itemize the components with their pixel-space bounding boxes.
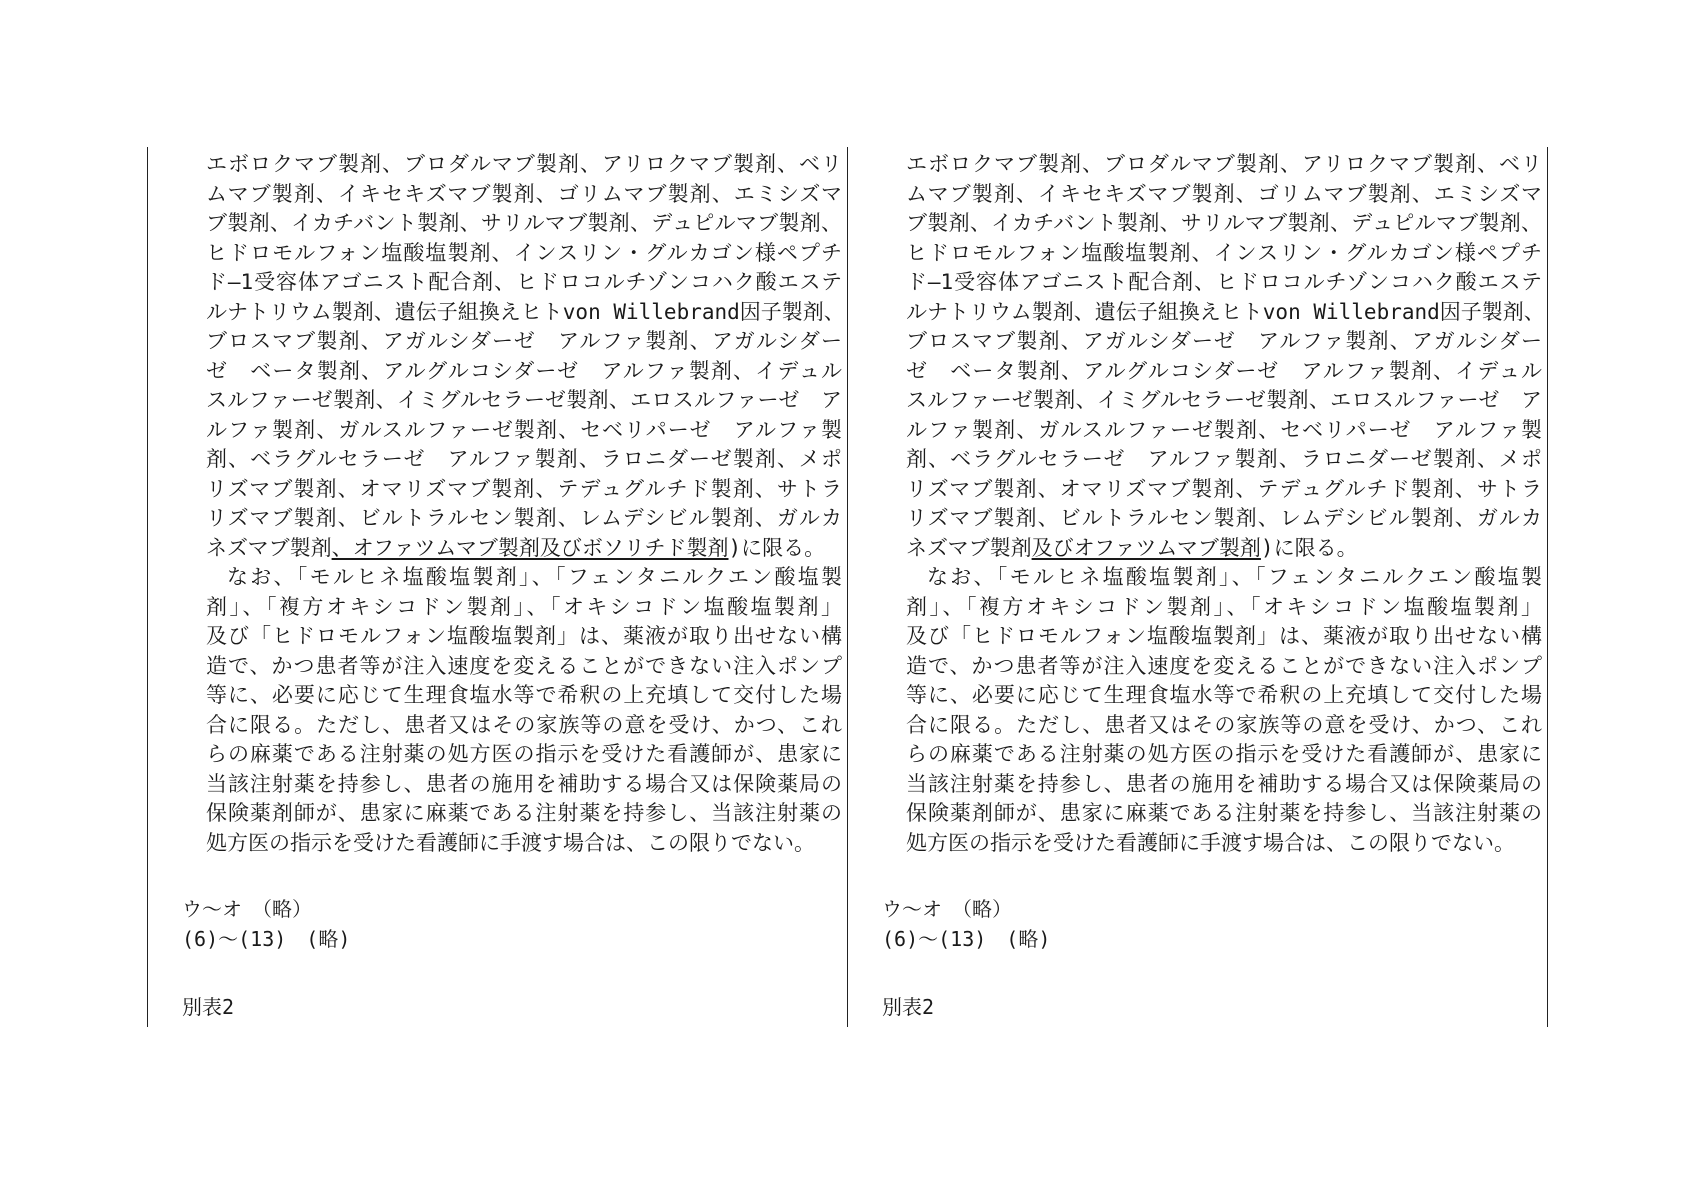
- item-6-13-omitted: (6)～(13) (略): [882, 927, 1051, 951]
- text-line-with-amendment: [206, 534, 842, 564]
- text-segment: ネズマブ製剤: [906, 535, 1032, 560]
- amended-underlined-text: 及びオファツムマブ製剤: [1031, 535, 1261, 560]
- text-line: ルファ製剤、ガルスルファーゼ製剤、セベリパーゼ アルファ製: [906, 417, 1542, 442]
- text-line: 保険薬剤師が、患家に麻薬である注射薬を持参し、当該注射薬の: [906, 801, 1542, 825]
- text-line: ムマブ製剤、イキセキズマブ製剤、ゴリムマブ製剤、エミシズマ: [906, 181, 1542, 206]
- text-line: ブロスマブ製剤、アガルシダーゼ アルファ製剤、アガルシダー: [206, 329, 842, 353]
- text-line: 等に、必要に応じて生理食塩水等で希釈の上充填して交付した場: [906, 683, 1542, 707]
- text-line: エボロクマブ製剤、ブロダルマブ製剤、アリロクマブ製剤、ベリ: [206, 152, 842, 176]
- text-line: ヒドロモルフォン塩酸塩製剤、インスリン・グルカゴン様ペプチ: [206, 240, 842, 265]
- text-line: 当該注射薬を持参し、患者の施用を補助する場合又は保険薬局の: [906, 771, 1542, 796]
- text-line: ルナトリウム製剤、遺伝子組換えヒトvon Willebrand因子製剤、: [206, 299, 845, 324]
- text-line: 剤」、「複方オキシコドン製剤」、「オキシコドン塩酸塩製剤」: [206, 594, 842, 619]
- text-line: 合に限る。ただし、患者又はその家族等の意を受け、かつ、これ: [206, 712, 842, 737]
- text-line: リズマブ製剤、オマリズマブ製剤、テデュグルチド製剤、サトラ: [906, 476, 1542, 501]
- text-line: ルナトリウム製剤、遺伝子組換えヒトvon Willebrand因子製剤、: [906, 299, 1545, 324]
- text-line: ゼ ベータ製剤、アルグルコシダーゼ アルファ製剤、イデュル: [906, 358, 1542, 383]
- text-line: スルファーゼ製剤、イミグルセラーゼ製剤、エロスルファーゼ ア: [206, 388, 842, 412]
- text-line: ブ製剤、イカチバント製剤、サリルマブ製剤、デュピルマブ製剤、: [906, 211, 1542, 235]
- appended-table-2-heading: 別表2: [182, 995, 235, 1019]
- text-line: リズマブ製剤、ビルトラルセン製剤、レムデシビル製剤、ガルカ: [906, 506, 1542, 530]
- text-line: 当該注射薬を持参し、患者の施用を補助する場合又は保険薬局の: [206, 771, 842, 796]
- text-line: リズマブ製剤、オマリズマブ製剤、テデュグルチド製剤、サトラ: [206, 476, 842, 501]
- text-line: 剤、ベラグルセラーゼ アルファ製剤、ラロニダーゼ製剤、メポ: [906, 447, 1542, 471]
- appended-table-2-heading: 別表2: [882, 995, 935, 1019]
- text-line: ド―1受容体アゴニスト配合剤、ヒドロコルチゾンコハク酸エステ: [906, 270, 1542, 294]
- current-text-column: [882, 150, 1562, 1022]
- narcotic-note-paragraph: [182, 563, 842, 858]
- narcotic-note-paragraph: [882, 563, 1542, 858]
- text-line: ムマブ製剤、イキセキズマブ製剤、ゴリムマブ製剤、エミシズマ: [206, 181, 842, 206]
- column-divider-left: [147, 147, 148, 1027]
- text-line: ルファ製剤、ガルスルファーゼ製剤、セベリパーゼ アルファ製: [206, 417, 842, 442]
- text-line: 合に限る。ただし、患者又はその家族等の意を受け、かつ、これ: [906, 712, 1542, 737]
- text-line-with-amendment: [906, 534, 1542, 564]
- revised-text-column: [182, 150, 862, 1022]
- text-line: 保険薬剤師が、患家に麻薬である注射薬を持参し、当該注射薬の: [206, 801, 842, 825]
- text-line: らの麻薬である注射薬の処方医の指示を受けた看護師が、患家に: [206, 742, 842, 766]
- text-line: リズマブ製剤、ビルトラルセン製剤、レムデシビル製剤、ガルカ: [206, 506, 842, 530]
- text-line: ブロスマブ製剤、アガルシダーゼ アルファ製剤、アガルシダー: [906, 329, 1542, 353]
- amended-underlined-text: 、オファツムマブ製剤及びボソリチド製剤: [331, 535, 729, 560]
- text-line: 剤」、「複方オキシコドン製剤」、「オキシコドン塩酸塩製剤」: [906, 594, 1542, 619]
- text-line: 剤、ベラグルセラーゼ アルファ製剤、ラロニダーゼ製剤、メポ: [206, 447, 842, 471]
- text-line: 及び「ヒドロモルフォン塩酸塩製剤」は、薬液が取り出せない構: [906, 624, 1542, 648]
- text-line: 処方医の指示を受けた看護師に手渡す場合は、この限りでない。: [906, 830, 1515, 855]
- text-line: なお、「モルヒネ塩酸塩製剤」、「フェンタニルクエン酸塩製: [227, 565, 842, 589]
- drug-list-paragraph: [882, 150, 1545, 563]
- text-line: 等に、必要に応じて生理食塩水等で希釈の上充填して交付した場: [206, 683, 842, 707]
- text-line: 造で、かつ患者等が注入速度を変えることができない注入ポンプ: [206, 653, 842, 678]
- item-u-o-omitted: ウ～オ （略）: [882, 897, 1012, 921]
- text-segment: )に限る。: [1260, 535, 1358, 560]
- text-line: 処方医の指示を受けた看護師に手渡す場合は、この限りでない。: [206, 830, 815, 855]
- text-line: エボロクマブ製剤、ブロダルマブ製剤、アリロクマブ製剤、ベリ: [906, 152, 1542, 176]
- text-line: 造で、かつ患者等が注入速度を変えることができない注入ポンプ: [906, 653, 1542, 678]
- text-line: 及び「ヒドロモルフォン塩酸塩製剤」は、薬液が取り出せない構: [206, 624, 842, 648]
- text-line: スルファーゼ製剤、イミグルセラーゼ製剤、エロスルファーゼ ア: [906, 388, 1542, 412]
- item-u-o-omitted: ウ～オ （略）: [182, 897, 312, 921]
- text-line: ゼ ベータ製剤、アルグルコシダーゼ アルファ製剤、イデュル: [206, 358, 842, 383]
- text-line: ド―1受容体アゴニスト配合剤、ヒドロコルチゾンコハク酸エステ: [206, 270, 842, 294]
- text-line: なお、「モルヒネ塩酸塩製剤」、「フェンタニルクエン酸塩製: [927, 565, 1542, 589]
- text-line: らの麻薬である注射薬の処方医の指示を受けた看護師が、患家に: [906, 742, 1542, 766]
- text-segment: ネズマブ製剤: [206, 535, 332, 560]
- item-6-13-omitted: (6)～(13) (略): [182, 927, 351, 951]
- text-line: ブ製剤、イカチバント製剤、サリルマブ製剤、デュピルマブ製剤、: [206, 211, 842, 235]
- text-line: ヒドロモルフォン塩酸塩製剤、インスリン・グルカゴン様ペプチ: [906, 240, 1542, 265]
- drug-list-paragraph: [182, 150, 845, 563]
- text-segment: )に限る。: [728, 535, 826, 560]
